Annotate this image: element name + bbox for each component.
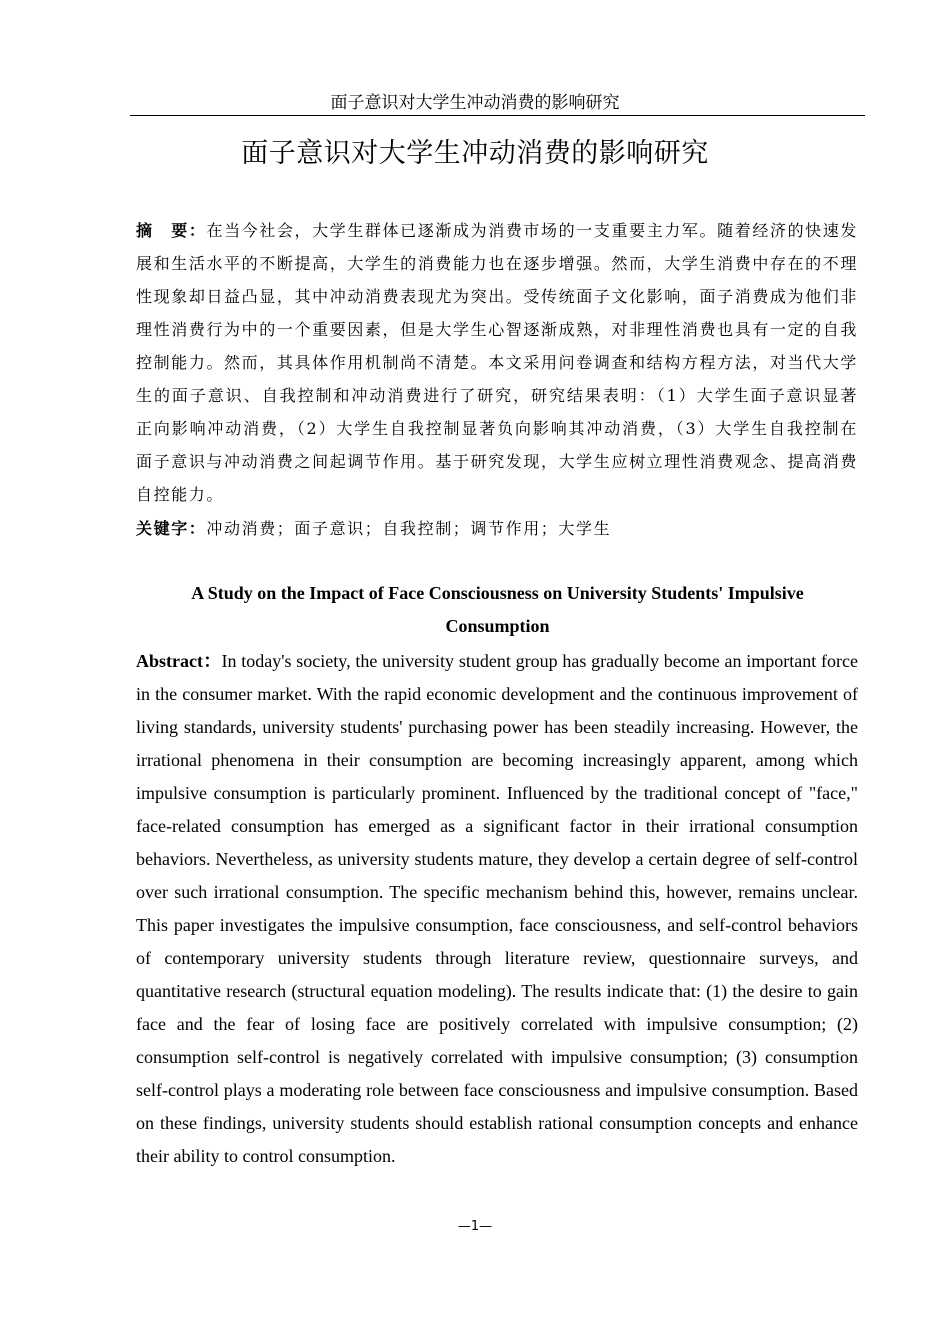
- chinese-abstract-label: 摘 要：: [136, 221, 207, 240]
- english-abstract: [136, 645, 858, 1173]
- running-header: 面子意识对大学生冲动消费的影响研究: [330, 93, 620, 113]
- english-title: A Study on the Impact of Face Consciousness on University Students' Impulsive Consumption: [191, 583, 804, 636]
- chinese-keywords-text: 冲动消费；面子意识；自我控制；调节作用；大学生: [206, 519, 612, 538]
- page-number: —1—: [457, 1219, 493, 1234]
- chinese-title: 面子意识对大学生冲动消费的影响研究: [241, 138, 709, 169]
- header-rule: [130, 115, 865, 116]
- chinese-keywords-label: 关键字：: [136, 519, 207, 538]
- chinese-abstract-text: 在当今社会，大学生群体已逐渐成为消费市场的一支重要主力军。随着经济的快速发展和生活水平的不断提高，大学生的消费能力也在逐步增强。然而，大学生消费中存在的不理性现象却日益凸显，其中冲动消费表现尤为突出。受传统面子文化影响，面子消费成为他们非理性消费行为中的一个重要因素，但是大学生心智逐渐成熟，对非理性消费也具有一定的自我控制能力。然而，其具体作用机制尚不清楚。本文采用问卷调查和结构方程方法，对当代大学生的面子意识、自我控制和冲动消费进行了研究，研究结果表明：（1）大学生面子意识显著正向影响冲动消费，（2）大学生自我控制显著负向影响其冲动消费，（3）大学生自我控制在面子意识与冲动消费之间起调节作用。基于研究发现，大学生应树立理性消费观念、提高消费自控能力。: [136, 221, 859, 504]
- chinese-keywords: [136, 512, 858, 545]
- chinese-abstract: [136, 214, 858, 511]
- english-abstract-text: In today's society, the university student group has gradually become an important force in the consumer market. With the rapid economic development and the continuous improvement of living standards, university students' purchasing power has been steadily increasing. However, the irrational phenomena in their consumption are becoming increasingly apparent, among which impulsive consumption is particularly prominent. Influenced by the traditional concept of "face," face-related consumption has emerged as a significant factor in their irrational consumption behaviors. Nevertheless, as university students mature, they develop a certain degree of self-control over such irrational consumption. The specific mechanism behind this, however, remains unclear. This paper investigates the impulsive consumption, face consciousness, and self-control behaviors of contemporary university students through literature review, questionnaire surveys, and quantitative research (structural equation modeling). The results indicate that: (1) the desire to gain face and the fear of losing face are positively correlated with impulsive consumption; (2) consumption self-control is negatively correlated with impulsive consumption; (3) consumption self-control plays a moderating role between face consciousness and impulsive consumption. Based on these findings, university students should establish rational consumption concepts and enhance their ability to control consumption.: [136, 651, 858, 1166]
- english-abstract-label: Abstract：: [136, 651, 222, 671]
